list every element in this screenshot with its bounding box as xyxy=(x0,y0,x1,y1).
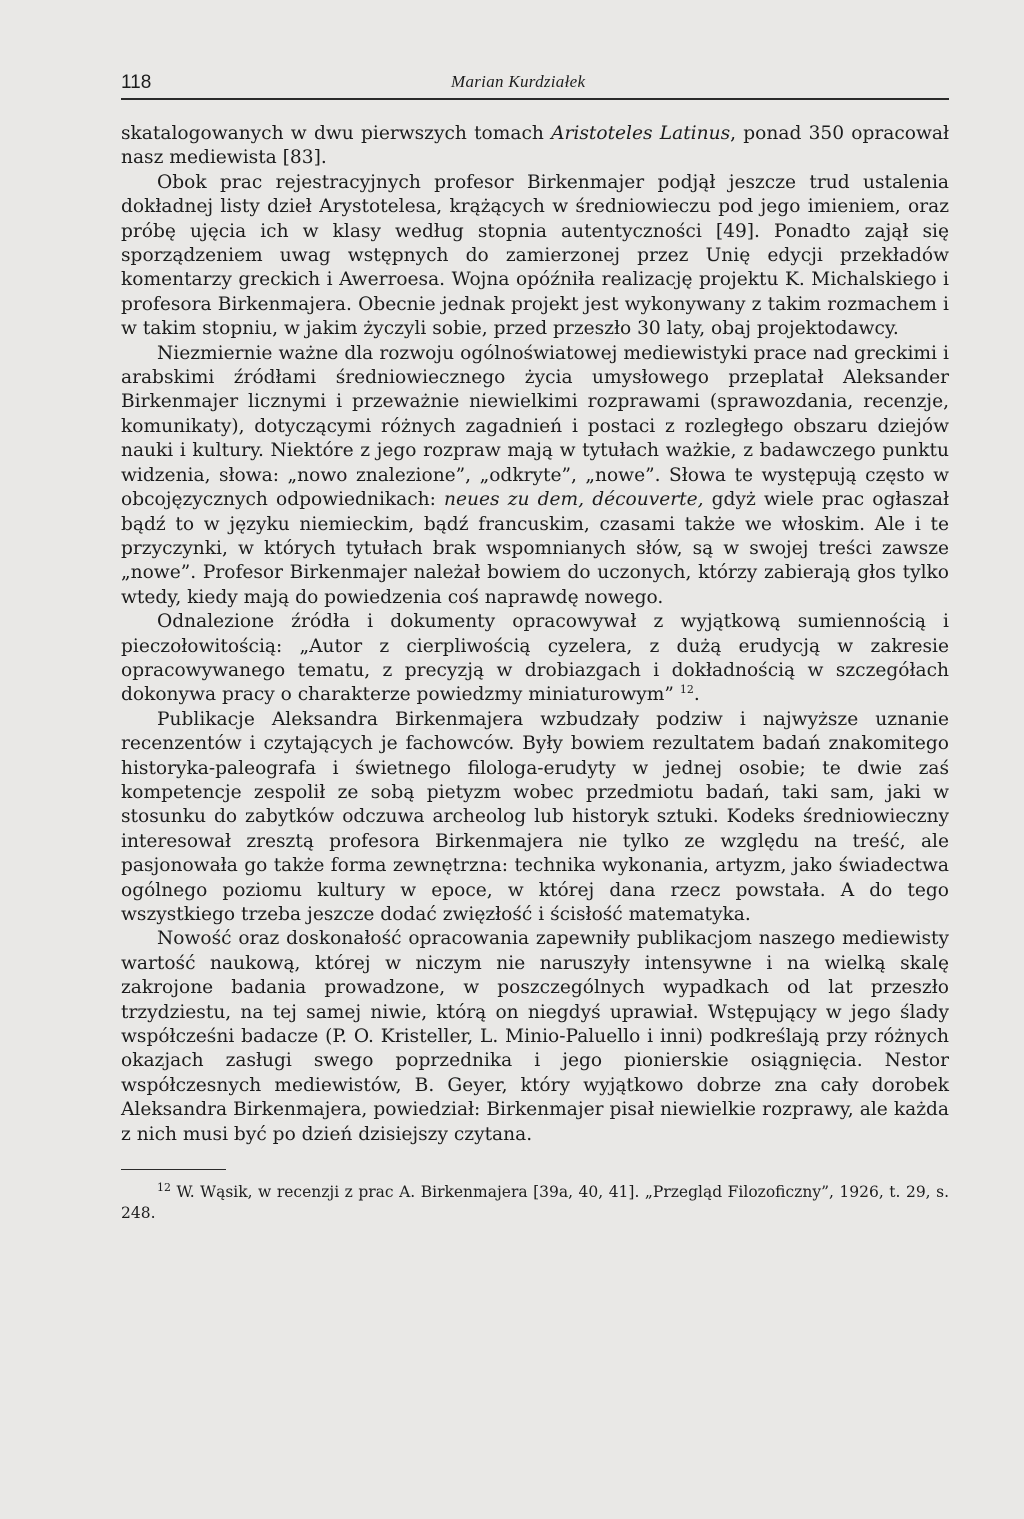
footnote-reference[interactable]: 12 xyxy=(679,683,694,697)
body-text xyxy=(121,122,949,1147)
foreign-terms: neues zu dem, découverte, xyxy=(444,489,704,511)
running-head xyxy=(121,64,949,100)
paragraph-3 xyxy=(121,342,949,610)
text-run: Niezmiernie ważne dla rozwoju ogólnoświatowej mediewistyki prace nad greckimi i arabskimi źródłami średniowiecznego życia umysłowego przeplatał Aleksander Birkenmajer licznymi i przeważnie niewielkimi rozprawami (sprawozdania, recenzje, komunikaty), dotyczącymi różnych zagadnień i postaci z rozległego obszaru dziejów nauki i kultury. Niektóre z jego rozpraw mają w tytułach ważkie, z badawczego punktu widzenia, słowa: „nowo znalezione”, „odkryte”, „nowe”. Słowa te występują często w obcojęzycznych odpowiednikach: xyxy=(121,342,949,511)
text-run: , ponad 350 opracował nasz mediewista [83]. xyxy=(121,123,950,169)
paragraph-2: Obok prac rejestracyjnych profesor Birkenmajer podjął jeszcze trud ustalenia dokładnej listy dzieł Arystotelesa, krążących w średniowieczu pod jego imieniem, oraz próbę ujęcia ich w klasy według stopnia autentyczności [49]. Ponadto zajął się sporządzeniem uwag wstępnych do zamierzonej przez Unię edycji przekładów komentarzy greckich i Awerroesa. Wojna opóźniła realizację projektu K. Michalskiego i profesora Birkenmajera. Obecnie jednak projekt jest wykonywany z takim rozmachem i w takim stopniu, w jakim życzyli sobie, przed przeszło 30 laty, obaj projektodawcy. xyxy=(121,171,949,340)
footnote-number: 12 xyxy=(157,1180,171,1194)
footnote-divider xyxy=(121,1169,226,1170)
text-run: Odnalezione źródła i dokumenty opracowywał z wyjątkową sumiennością i pieczołowitością: „Autor z cierpliwością cyzelera, z dużą erudycją w zakresie opracowywanego tematu, z precyzją w drobiazgach i dokładnością w szczegółach dokonywa pracy o charakterze powiedzmy miniaturowym” xyxy=(121,611,949,706)
paragraph-1 xyxy=(121,122,949,171)
paragraph-5: Publikacje Aleksandra Birkenmajera wzbudzały podziw i najwyższe uznanie recenzentów i czytających je fachowców. Były bowiem rezultatem badań znakomitego historyka-paleografa i świetnego filologa-erudyty w jednej osobie; te dwie zaś kompetencje zespolił ze sobą pietyzm wobec przedmiotu badań, taki sam, jaki w stosunku do zabytków odczuwa archeolog lub historyk sztuki. Kodeks średniowieczny interesował zresztą profesora Birkenmajera nie tylko ze względu na treść, ale pasjonowała go także forma zewnętrzna: technika wykonania, artyzm, jako świadectwa ogólnego poziomu kultury w epoce, w której dana rzecz powstała. A do tego wszystkiego trzeba jeszcze dodać zwięzłość i ścisłość matematyka. xyxy=(121,708,949,925)
paragraph-4 xyxy=(121,610,949,708)
page-number: 118 xyxy=(121,72,152,93)
footnote-text: W. Wąsik, w recenzji z prac A. Birkenmajera [39a, 40, 41]. „Przegląd Filozoficzny”, 1926, t. 29, s. 248. xyxy=(121,1183,949,1223)
text-run: . xyxy=(693,684,700,706)
paragraph-6: Nowość oraz doskonałość opracowania zapewniły publikacjom naszego mediewisty wartość naukową, której w niczym nie naruszyły intensywne i na wielką skalę zakrojone badania prowadzone, w poszczególnych wypadkach od lat przeszło trzydziestu, na tej samej niwie, którą on niegdyś uprawiał. Wstępujący w jego ślady współcześni badacze (P. O. Kristeller, L. Minio-Paluello i inni) podkreślają przy różnych okazjach zasługi swego poprzednika i jego pionierskie osiągnięcia. Nestor współczesnych mediewistów, B. Geyer, który wyjątkowo dobrze zna cały dorobek Aleksandra Birkenmajera, powiedział: Birkenmajer pisał niewielkie rozprawy, ale każda z nich musi być po dzień dzisiejszy czytana. xyxy=(121,928,949,1145)
header-author: Marian Kurdziałek xyxy=(451,72,586,91)
footnote xyxy=(121,1182,949,1224)
book-title: Aristoteles Latinus xyxy=(551,123,731,144)
text-run: skatalogowanych w dwu pierwszych tomach xyxy=(121,123,552,144)
text-run: gdyż wiele prac ogłaszał bądź to w języku niemieckim, bądź francuskim, czasami także we włoskim. Ale i te przyczynki, w których tytułach brak wspomnianych słów, są w swojej treści zawsze „nowe”. Profesor Birkenmajer należał bowiem do uczonych, którzy zabierają głos tylko wtedy, kiedy mają do powiedzenia coś naprawdę nowego. xyxy=(121,489,949,608)
